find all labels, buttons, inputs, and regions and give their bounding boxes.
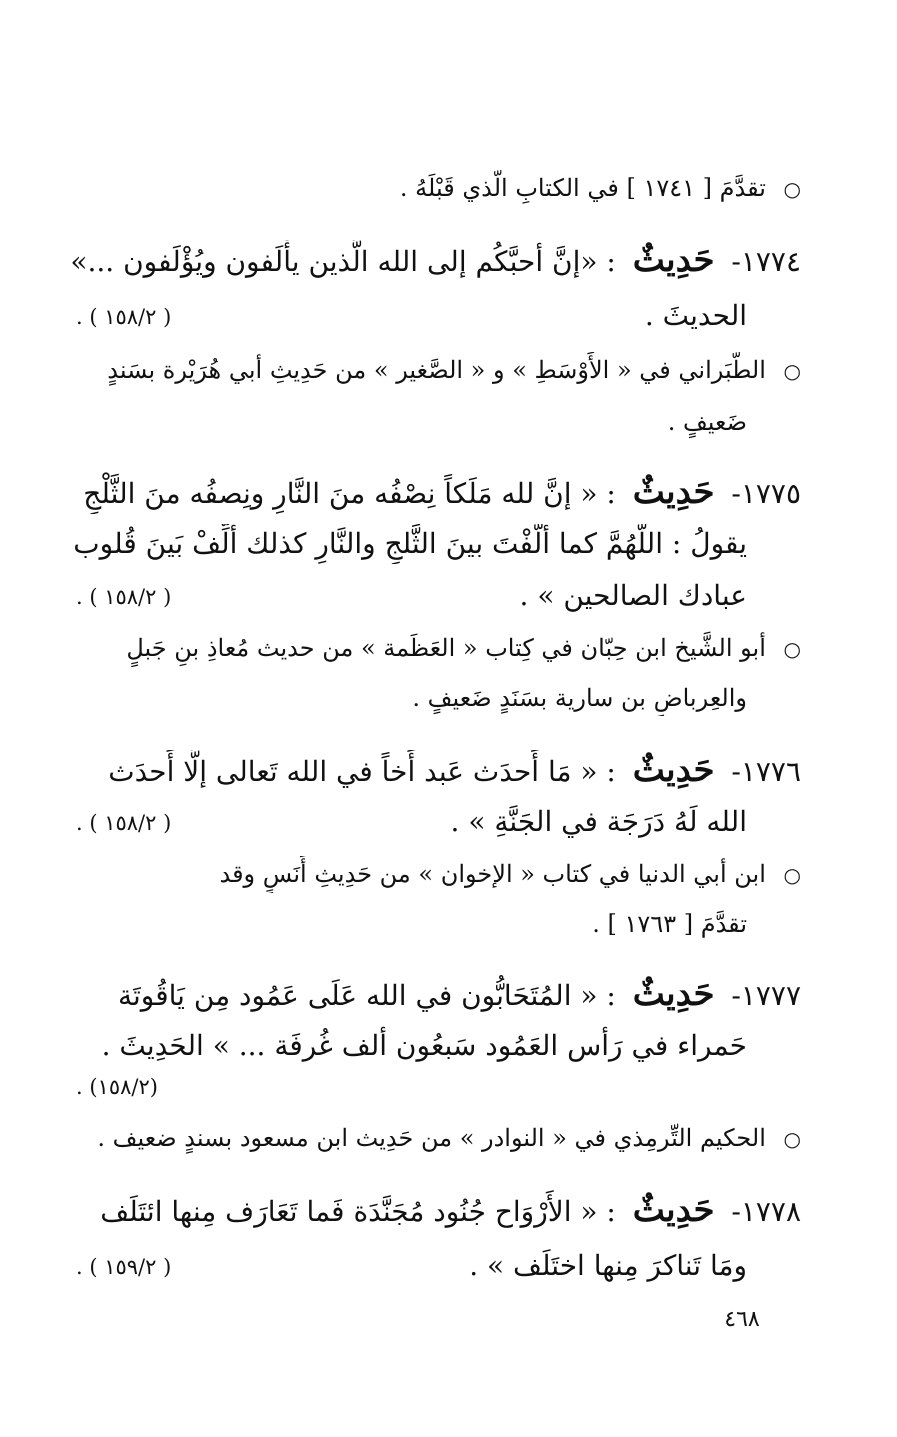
note-text: الطَّبَراني في « الأَوْسَطِ » و « الصَّغير » من حَدِيثِ أبي هُرَيْرة بسَندٍ xyxy=(107,356,766,384)
hadith-entry-1778-line-1 xyxy=(70,1190,801,1232)
note-text: الحكيم التِّرمِذي في « النوادر » من حَدِيث ابن مسعود بسندٍ ضعيف . xyxy=(97,1124,766,1152)
hadith-entry-1776-line-2: الله لَهُ دَرَجَة في الجَنَّةِ » . xyxy=(450,805,747,838)
note-text: تقدَّمَ [ ١٧٤١ ] في الكتابِ الَّذي قَبْلَهُ . xyxy=(399,174,766,202)
entry-text: : «إنَّ أحبَّكُم إلى الله الَّذين يأْلَفون ويُؤْلَفون ...» xyxy=(70,245,616,278)
entry-text: : « مَا أَحدَث عَبد أَخاً في الله تَعالى إلَّا أَحدَث xyxy=(108,755,616,788)
note-line xyxy=(70,856,801,893)
entry-heading: حَدِيثٌ xyxy=(632,974,715,1014)
source-reference: . ( ١٥٩/٢ ) xyxy=(76,1255,172,1279)
entry-number: ١٧٧٧- xyxy=(731,979,801,1012)
entry-text: : « الأَرْوَاح جُنُود مُجَنَّدَة فَما تَعَارَف مِنها ائتَلَف xyxy=(100,1195,616,1228)
bullet-icon: ○ xyxy=(783,863,801,887)
hadith-entry-1777-line-2: حَمراء في رَأْس العَمُود سَبعُون أَلف غُرفَة ... » الحَدِيثَ . xyxy=(101,1029,747,1062)
note-line xyxy=(70,1120,801,1157)
note-line: تقدَّمَ [ ١٧٦٣ ] . xyxy=(592,910,747,938)
hadith-entry-1775-line-1 xyxy=(70,472,801,514)
entry-number: ١٧٧٨- xyxy=(731,1195,801,1228)
page-number: ٤٦٨ xyxy=(724,1307,760,1332)
hadith-entry-1774-line-1 xyxy=(70,240,801,282)
hadith-entry-1776-line-1 xyxy=(70,750,801,792)
entry-heading: حَدِيثٌ xyxy=(632,472,715,512)
note-text: ابن أبي الدنيا في كتاب « الإخوان » من حَدِيثِ أَنَسٍ وقد xyxy=(219,860,766,888)
bullet-icon: ○ xyxy=(783,359,801,383)
hadith-entry-1777-line-1 xyxy=(70,974,801,1016)
note-line xyxy=(70,352,801,389)
bullet-icon: ○ xyxy=(783,637,801,661)
entry-number: ١٧٧٥- xyxy=(731,477,801,510)
entry-heading: حَدِيثٌ xyxy=(632,750,715,790)
note-line: والعِرباضِ بن سارية بسَنَدٍ ضَعيفٍ . xyxy=(412,684,747,712)
note-text: أبو الشَّيخ ابن حِبّان في كِتاب « العَظَمة » من حديث مُعاذِ بنِ جَبلٍ xyxy=(126,634,766,662)
hadith-entry-1775-line-2: يقولُ : اللَّهُمَّ كما أَلَّفْتَ بينَ الثَّلجِ والنَّارِ كذلك أَلِّفْ بَينَ قُلوب xyxy=(73,527,747,560)
note-line xyxy=(70,170,801,207)
entry-text: : « المُتَحَابُّون في الله عَلَى عَمُود مِن يَاقُوتَة xyxy=(117,979,616,1012)
entry-number: ١٧٧٦- xyxy=(731,755,801,788)
hadith-entry-1778-line-2: ومَا تَناكرَ مِنها اختَلَف » . xyxy=(469,1249,747,1282)
note-line: ضَعيفٍ . xyxy=(667,408,747,436)
hadith-entry-1775-line-3: عبادك الصالحين » . xyxy=(519,579,747,612)
entry-heading: حَدِيثٌ xyxy=(632,240,715,280)
source-reference: . ( ١٥٨/٢ ) xyxy=(76,811,172,835)
source-reference: . ( ١٥٨/٢ ) xyxy=(76,585,172,609)
entry-heading: حَدِيثٌ xyxy=(632,1190,715,1230)
bullet-icon: ○ xyxy=(783,1127,801,1151)
source-reference: . ( ١٥٨/٢ ) xyxy=(76,305,172,329)
hadith-entry-1774-line-2: الحديثَ . xyxy=(644,299,747,332)
source-reference: . (١٥٨/٢) xyxy=(76,1075,158,1099)
bullet-icon: ○ xyxy=(783,177,801,201)
entry-number: ١٧٧٤- xyxy=(731,245,801,278)
entry-text: : « إنَّ لله مَلَكاً نِصْفُه منَ النَّارِ ونِصفُه منَ الثَّلْجِ xyxy=(83,477,616,510)
note-line xyxy=(70,630,801,667)
